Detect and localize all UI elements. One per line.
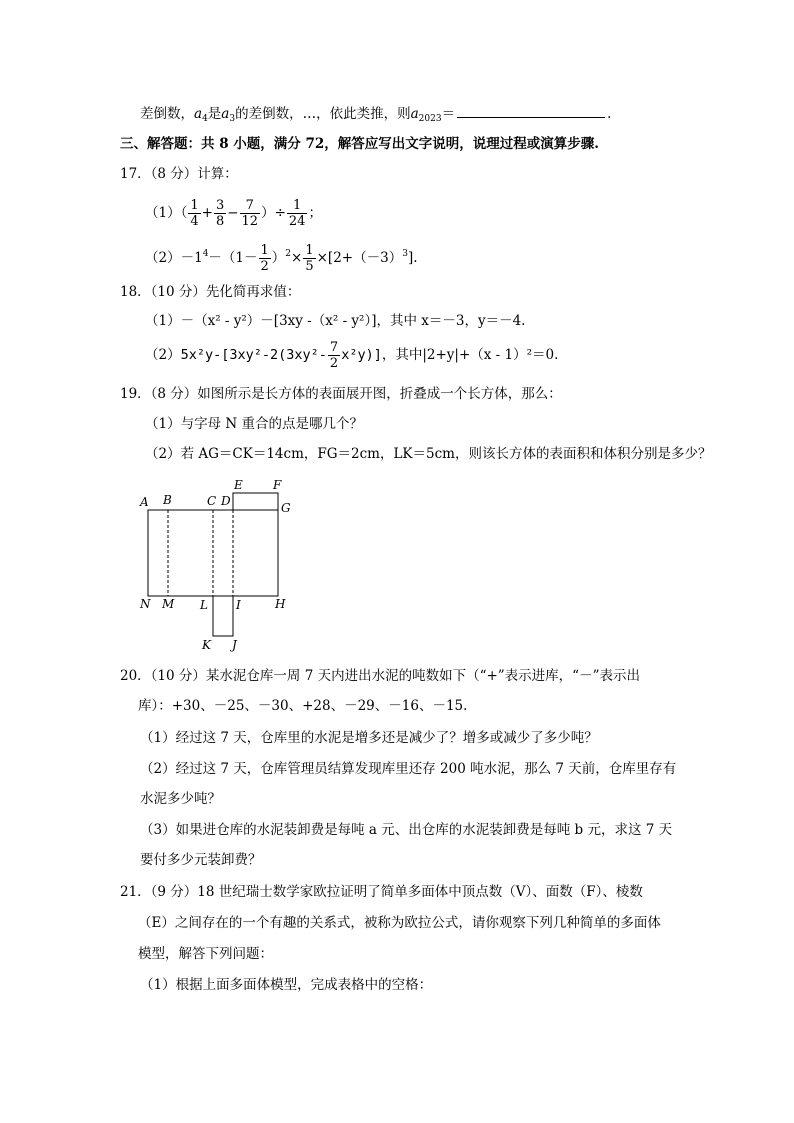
q16-eq: ＝ (441, 106, 456, 122)
q18-head: 18．（10 分）先化简再求值： (120, 284, 301, 300)
q20-line1: 20．（10 分）某水泥仓库一周 7 天内进出水泥的吨数如下（“+”表示进库，“－”表示出 (120, 668, 640, 684)
label-G: G (281, 501, 291, 515)
fraction: $\frac{1}{5}$ (305, 243, 314, 274)
fraction: $\frac{1}{2}$ (260, 243, 269, 274)
q17-p1-end: ； (308, 205, 322, 221)
q17-p2-e: ×[2+（－3） (316, 250, 403, 266)
q17-p1-label: （1）（ (145, 205, 188, 221)
answer-blank[interactable] (457, 104, 605, 118)
q16-a2023-sub: 2023 (418, 114, 442, 124)
q16-end: . (607, 106, 612, 122)
q18-part2 (145, 338, 558, 372)
q16-text-c: 的差倒数，…，依此类推，则 (235, 106, 411, 122)
exponent: 3 (402, 249, 408, 259)
q21-line1: 21．（9 分）18 世纪瑞士数学家欧拉证明了简单多面体中顶点数（V）、面数（F）、棱数 (120, 884, 643, 900)
divide-sign: ）÷ (261, 205, 286, 221)
q16-a3: a (221, 106, 230, 122)
label-F: F (273, 478, 282, 492)
label-I: I (236, 598, 241, 612)
label-A: A (140, 495, 149, 509)
label-L: L (200, 598, 208, 612)
fraction: $\frac{1}{24}$ (288, 198, 306, 229)
box-net-figure (130, 474, 310, 654)
q20-line2: 库）：+30、－25、－30、+28、－29、－16、－15. (138, 698, 468, 714)
label-B: B (163, 493, 172, 507)
net-top-flap (233, 493, 278, 510)
label-E: E (234, 478, 243, 492)
q17-p2-f: ]. (407, 250, 418, 266)
q21-line2: （E）之间存在的一个有趣的关系式，被称为欧拉公式，请你观察下列几种简单的多面体 (138, 915, 661, 931)
q20-part3-l1: （3）如果进仓库的水泥装卸费是每吨 a 元、出仓库的水泥装卸费是每吨 b 元，求这 7 天 (140, 822, 673, 838)
label-H: H (275, 597, 286, 611)
q19-head: 19．（8 分）如图所示是长方体的表面展开图，折叠成一个长方体，那么： (120, 386, 562, 402)
fraction: $\frac{7}{2}$ (329, 340, 339, 371)
net-bottom-flap (213, 596, 233, 636)
q18-p2-cond: ，其中|2+y|+（x - 1）²＝0. (381, 347, 559, 363)
plus-sign: + (201, 205, 213, 221)
q18-p2-label: （2） (145, 347, 181, 363)
q18-p2-expr-a: 5x²y-[3xy²-2(3xy²- (180, 347, 327, 363)
exponent: 4 (202, 249, 209, 259)
exponent: 2 (285, 249, 292, 259)
q20-part2-l1: （2）经过这 7 天，仓库管理员结算发现库里还存 200 吨水泥，那么 7 天前，仓库里存有 (140, 761, 677, 777)
q21-part1: （1）根据上面多面体模型，完成表格中的空格： (140, 977, 433, 993)
q18-part1: （1）－（x² - y²）－[3xy -（x² - y²）]，其中 x＝－3，y＝－4. (145, 313, 526, 329)
q16-tail-line (140, 104, 611, 129)
q20-part2-l2: 水泥多少吨？ (140, 791, 221, 807)
q17-p2-b: －（1－ (208, 250, 258, 266)
section3-header: 三、解答题：共 8 小题，满分 72，解答应写出文字说明，说理过程或演算步骤. (120, 136, 599, 152)
fraction: $\frac{1}{4}$ (190, 198, 199, 229)
q20-part3-l2: 要付多少元装卸费？ (140, 852, 262, 868)
q17-p2-c: ） (271, 250, 286, 266)
label-K: K (202, 638, 211, 652)
minus-sign: − (227, 205, 239, 221)
q18-p2-expr-b: x²y)] (341, 347, 382, 363)
q16-text-a: 差倒数， (140, 106, 194, 122)
fraction: $\frac{3}{8}$ (215, 198, 225, 229)
q16-a4: a (194, 106, 203, 122)
q19-part2: （2）若 AG＝CK＝14cm，FG＝2cm，LK＝5cm，则该长方体的表面积和体积分别是多少？ (145, 446, 712, 462)
fraction: $\frac{7}{12}$ (241, 198, 259, 229)
label-M: M (162, 597, 175, 611)
q16-a3-sub: 3 (229, 114, 236, 124)
label-J: J (232, 638, 237, 652)
q17-p2-label: （2）－1 (145, 250, 203, 266)
q16-a2023: a (410, 106, 419, 122)
q17-head: 17．（8 分）计算： (120, 166, 238, 182)
q21-line3: 模型，解答下列问题： (138, 946, 273, 962)
q20-part1: （1）经过这 7 天，仓库里的水泥是增多还是减少了？增多或减少了多少吨？ (140, 730, 598, 746)
label-D: D (221, 494, 231, 508)
q16-text-b: 是 (207, 106, 222, 122)
label-C: C (207, 494, 217, 508)
q19-part1: （1）与字母 N 重合的点是哪几个？ (145, 416, 363, 432)
q16-a4-sub: 4 (202, 114, 208, 124)
q17-part2 (145, 237, 418, 275)
q17-part1 (145, 196, 322, 230)
label-N: N (140, 597, 151, 611)
times-sign: × (291, 250, 303, 266)
